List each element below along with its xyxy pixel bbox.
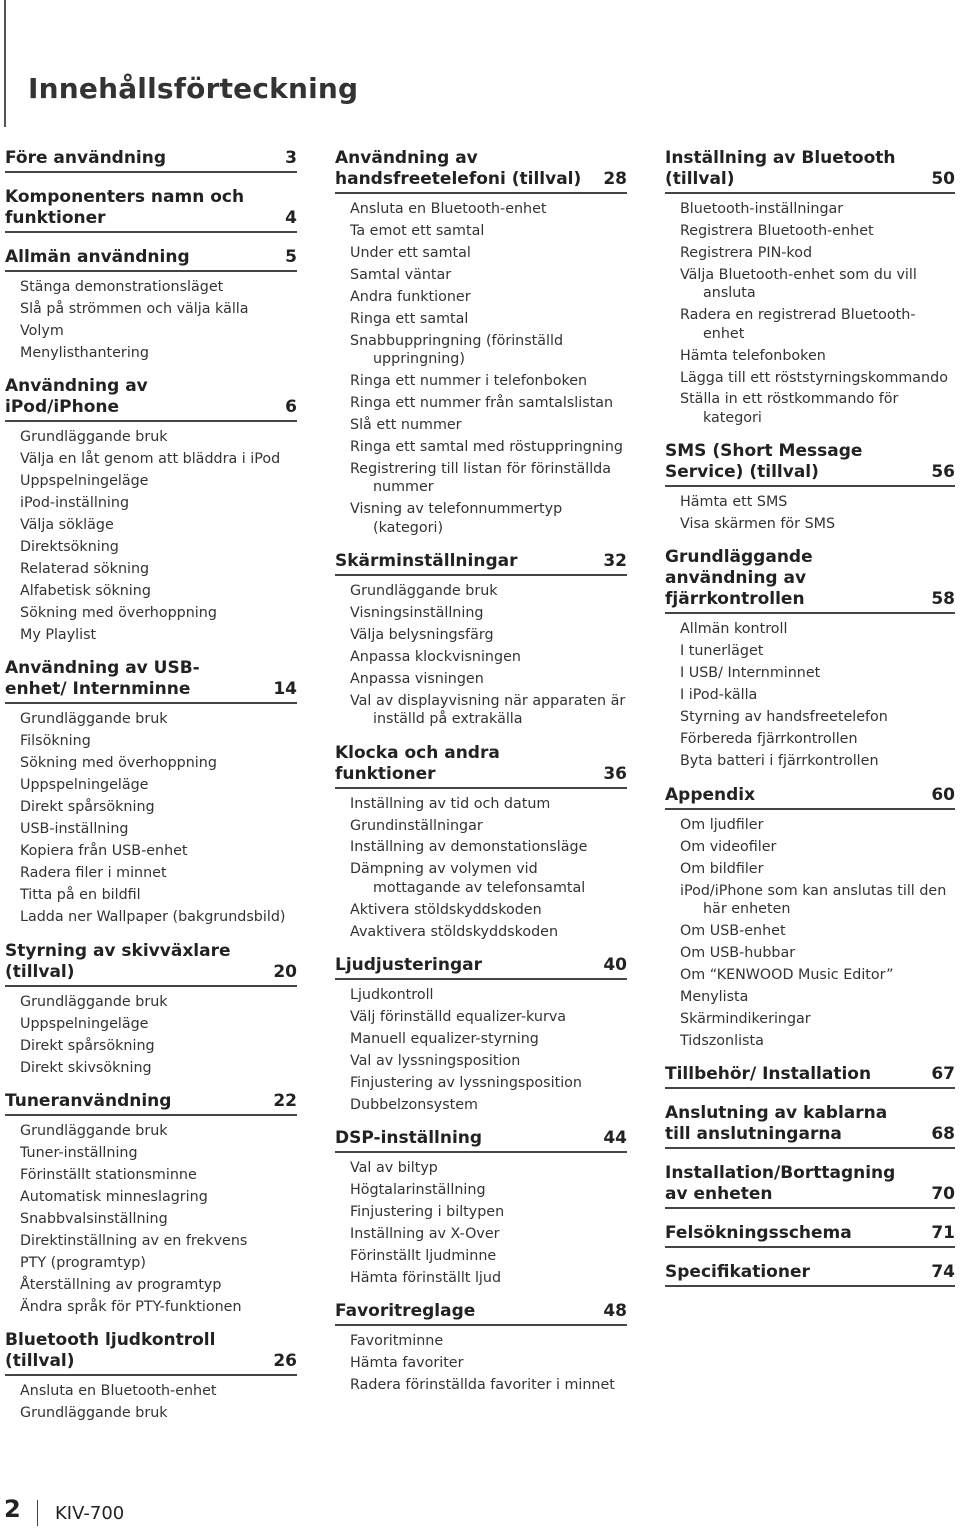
toc-subsection-item[interactable]: Tuner-inställning xyxy=(20,1144,138,1161)
toc-subsection-item[interactable]: Ringa ett samtal med röstuppringning xyxy=(350,439,623,456)
toc-subsection-item[interactable]: Välj förinställd equalizer-kurva xyxy=(350,1009,567,1026)
footer-page-number: 2 xyxy=(4,1495,21,1523)
toc-subsection-item[interactable]: Högtalarinställning xyxy=(350,1182,486,1199)
toc-section-heading[interactable] xyxy=(665,1064,955,1089)
toc-section-heading[interactable] xyxy=(665,1223,955,1248)
toc-subsection-item[interactable]: Grundläggande bruk xyxy=(20,993,168,1010)
toc-subsection-list xyxy=(5,1122,297,1316)
toc-section xyxy=(665,1262,955,1287)
toc-subsection-item[interactable]: Ringa ett samtal xyxy=(350,310,469,327)
toc-subsection-item[interactable]: Hämta favoriter xyxy=(350,1355,464,1372)
toc-subsection-list xyxy=(5,278,297,362)
toc-section xyxy=(665,1064,955,1089)
toc-subsection-item[interactable]: Registrera PIN-kod xyxy=(680,244,813,261)
toc-subsection-item[interactable]: Visa skärmen för SMS xyxy=(680,516,836,533)
toc-section xyxy=(335,1128,627,1287)
toc-subsection-item[interactable]: Volym xyxy=(20,322,64,339)
toc-section-title: SMS (Short Message Service) (tillval) xyxy=(665,441,863,483)
toc-subsection-item[interactable]: Automatisk minneslagring xyxy=(20,1188,208,1205)
toc-subsection-item[interactable]: Val av displayvisning när apparaten är inställd på extrakälla xyxy=(350,692,626,728)
toc-subsection-item[interactable]: Ringa ett nummer i telefonboken xyxy=(350,373,588,390)
toc-subsection-item[interactable]: Skärmindikeringar xyxy=(680,1010,811,1027)
toc-subsection-item[interactable]: Stänga demonstrationsläget xyxy=(20,279,224,295)
toc-subsection-item[interactable]: Byta batteri i fjärrkontrollen xyxy=(680,753,879,770)
toc-subsection-item[interactable]: Visning av telefonnummertyp (kategori) xyxy=(350,501,563,536)
toc-section-heading[interactable] xyxy=(5,376,297,422)
toc-subsection-list xyxy=(335,582,627,729)
toc-subsection-item[interactable]: Titta på en bildfil xyxy=(20,887,141,904)
toc-subsection-item[interactable]: Om “KENWOOD Music Editor” xyxy=(680,966,894,983)
toc-subsection-item[interactable]: Hämta ett SMS xyxy=(680,494,788,511)
toc-page-number: 44 xyxy=(603,1128,627,1149)
toc-subsection-item[interactable]: Lägga till ett röststyrningskommando xyxy=(680,369,948,386)
toc-subsection-item[interactable]: Välja belysningsfärg xyxy=(350,626,494,643)
toc-subsection-list xyxy=(665,493,955,533)
toc-section-title: Appendix xyxy=(665,784,756,805)
toc-subsection-item[interactable]: Samtal väntar xyxy=(350,266,452,283)
toc-section-title: Favoritreglage xyxy=(335,1301,476,1322)
toc-section-title: Grundläggande användning av fjärrkontrollen xyxy=(665,547,813,610)
toc-page-number: 56 xyxy=(931,462,955,483)
toc-subsection-item[interactable]: Inställning av demonstationsläge xyxy=(350,839,588,856)
toc-subsection-item[interactable]: Sökning med överhoppning xyxy=(20,755,217,772)
toc-subsection-item[interactable]: Dubbelzonsystem xyxy=(350,1096,478,1113)
toc-subsection-item[interactable]: I tunerläget xyxy=(680,643,764,660)
toc-section-title: Användning av iPod/iPhone xyxy=(5,376,148,418)
toc-subsection-item[interactable]: Snabbuppringning (förinställd uppringning) xyxy=(350,332,564,368)
toc-section-heading[interactable] xyxy=(5,187,297,233)
toc-subsection-item[interactable]: PTY (programtyp) xyxy=(20,1254,146,1271)
toc-subsection-item[interactable]: Allmän kontroll xyxy=(680,621,788,638)
toc-page-number: 32 xyxy=(603,551,627,571)
toc-section-heading[interactable] xyxy=(665,785,955,810)
toc-subsection-item[interactable]: I iPod-källa xyxy=(680,687,758,704)
footer-model: KIV-700 xyxy=(55,1503,125,1524)
toc-page-number: 74 xyxy=(931,1262,955,1283)
toc-subsection-item[interactable]: Finjustering i biltypen xyxy=(350,1204,505,1221)
toc-page-number: 28 xyxy=(603,169,627,189)
toc-subsection-item[interactable]: Finjustering av lyssningsposition xyxy=(350,1074,582,1091)
toc-section xyxy=(5,941,297,1077)
toc-section-title: Inställning av Bluetooth (tillval) xyxy=(665,148,896,189)
toc-column-3 xyxy=(665,148,955,1301)
toc-section xyxy=(5,1330,297,1422)
toc-subsection-item[interactable]: Uppspelningeläge xyxy=(20,473,149,490)
toc-page-number: 68 xyxy=(931,1124,955,1145)
toc-section-title: Bluetooth ljudkontroll (tillval) xyxy=(5,1329,216,1371)
toc-section-title: Allmän användning xyxy=(5,247,190,267)
footer-divider xyxy=(37,1500,38,1526)
toc-page-number: 20 xyxy=(273,961,297,982)
toc-subsection-item[interactable]: Andra funktioner xyxy=(350,288,471,305)
toc-subsection-list xyxy=(665,620,955,770)
toc-section-title: Installation/Borttagning av enheten xyxy=(665,1163,896,1205)
toc-subsection-item[interactable]: Om videofiler xyxy=(680,838,777,855)
toc-section-title: Användning av USB-enhet/ Internminne xyxy=(5,658,200,700)
toc-subsection-item[interactable]: Radera förinställda favoriter i minnet xyxy=(350,1377,615,1394)
toc-section xyxy=(335,1301,627,1394)
toc-section xyxy=(335,148,627,537)
toc-subsection-item[interactable]: Ställa in ett röstkommando för kategori xyxy=(680,391,899,426)
toc-subsection-item[interactable]: Under ett samtal xyxy=(350,244,471,261)
toc-subsection-item[interactable]: Uppspelningeläge xyxy=(20,1015,149,1032)
toc-subsection-item[interactable]: Om bildfiler xyxy=(680,860,764,877)
toc-subsection-item[interactable]: Återställning av programtyp xyxy=(20,1276,222,1293)
toc-subsection-item[interactable]: Hämta telefonboken xyxy=(680,347,826,364)
toc-section-heading[interactable] xyxy=(335,551,627,576)
toc-subsection-item[interactable]: Grundinställningar xyxy=(350,817,483,834)
toc-page-number: 5 xyxy=(285,247,297,267)
toc-subsection-item[interactable]: Aktivera stöldskyddskoden xyxy=(350,901,542,918)
toc-subsection-item[interactable]: Val av lyssningsposition xyxy=(350,1052,521,1069)
toc-section-heading[interactable] xyxy=(665,547,955,614)
toc-page-number: 3 xyxy=(285,148,297,168)
toc-page-number: 58 xyxy=(931,589,955,610)
toc-section xyxy=(5,376,297,644)
toc-subsection-item[interactable]: Inställning av X-Over xyxy=(350,1226,500,1243)
toc-section-heading[interactable] xyxy=(5,658,297,704)
toc-subsection-item[interactable]: Ringa ett nummer från samtalslistan xyxy=(350,395,614,412)
toc-section-heading[interactable] xyxy=(5,148,297,173)
toc-section xyxy=(665,1103,955,1149)
toc-page-number: 36 xyxy=(603,763,627,784)
toc-subsection-item[interactable]: Ljudkontroll xyxy=(350,987,434,1004)
toc-subsection-list xyxy=(665,816,955,1050)
toc-section-title: Tillbehör/ Installation xyxy=(665,1064,872,1085)
toc-subsection-item[interactable]: Välja en låt genom att bläddra i iPod xyxy=(20,451,281,468)
toc-page-number: 14 xyxy=(273,679,297,700)
toc-page-number: 71 xyxy=(931,1223,955,1244)
toc-section xyxy=(335,743,627,942)
toc-subsection-item[interactable]: My Playlist xyxy=(20,627,97,644)
toc-subsection-item[interactable]: iPod/iPhone som kan anslutas till den här enheten xyxy=(680,882,947,917)
toc-subsection-item[interactable]: Välja Bluetooth-enhet som du vill ansluta xyxy=(680,266,917,302)
toc-subsection-item[interactable]: Alfabetisk sökning xyxy=(20,583,151,600)
toc-section-heading[interactable] xyxy=(665,441,955,487)
toc-page-number: 4 xyxy=(285,208,297,228)
toc-subsection-item[interactable]: Välja sökläge xyxy=(20,517,114,534)
toc-subsection-item[interactable]: Förinställt stationsminne xyxy=(20,1166,197,1183)
toc-section-title: Tuneranvändning xyxy=(5,1090,172,1111)
toc-subsection-item[interactable]: Kopiera från USB-enhet xyxy=(20,843,188,860)
toc-subsection-item[interactable]: Tidszonlista xyxy=(680,1032,764,1049)
toc-subsection-item[interactable]: Direktsökning xyxy=(20,539,119,556)
toc-section-title: Före användning xyxy=(5,148,167,168)
toc-subsection-item[interactable]: Uppspelningeläge xyxy=(20,777,149,794)
toc-subsection-item[interactable]: Direkt spårsökning xyxy=(20,799,155,816)
toc-subsection-item[interactable]: Anpassa klockvisningen xyxy=(350,648,521,665)
toc-subsection-item[interactable]: Sökning med överhoppning xyxy=(20,605,217,622)
toc-subsection-item[interactable]: Direktinställning av en frekvens xyxy=(20,1232,248,1249)
toc-subsection-item[interactable]: Menylisthantering xyxy=(20,344,149,361)
toc-subsection-item[interactable]: Ansluta en Bluetooth-enhet xyxy=(20,1382,217,1399)
toc-section xyxy=(665,148,955,427)
toc-subsection-item[interactable]: Visningsinställning xyxy=(350,604,484,621)
toc-subsection-item[interactable]: Förinställt ljudminne xyxy=(350,1248,497,1265)
toc-subsection-item[interactable]: Grundläggande bruk xyxy=(20,429,168,446)
toc-page-number: 26 xyxy=(273,1350,297,1371)
toc-subsection-item[interactable]: Ta emot ett samtal xyxy=(350,222,485,239)
toc-subsection-list xyxy=(5,428,297,644)
toc-subsection-item[interactable]: iPod-inställning xyxy=(20,495,130,512)
toc-page-number: 60 xyxy=(931,784,955,805)
toc-subsection-item[interactable]: Styrning av handsfreetelefon xyxy=(680,709,888,726)
toc-subsection-item[interactable]: Registrering till listan för förinställda nummer xyxy=(350,461,612,496)
toc-section-title: Komponenters namn och funktioner xyxy=(5,187,245,228)
toc-section-heading[interactable] xyxy=(665,148,955,194)
toc-subsection-item[interactable]: Menylista xyxy=(680,988,749,1005)
toc-section xyxy=(665,547,955,770)
toc-section-heading[interactable] xyxy=(665,1163,955,1209)
toc-section-title: Skärminställningar xyxy=(335,551,518,571)
toc-page-number: 40 xyxy=(603,955,627,976)
toc-subsection-item[interactable]: Bluetooth-inställningar xyxy=(680,201,844,217)
toc-subsection-item[interactable]: Grundläggande bruk xyxy=(20,1122,168,1139)
toc-section-title: Styrning av skivväxlare (tillval) xyxy=(5,940,231,982)
toc-section xyxy=(5,658,297,926)
toc-subsection-item[interactable]: Slå ett nummer xyxy=(350,417,462,434)
toc-subsection-item[interactable]: Grundläggande bruk xyxy=(20,711,168,728)
toc-section-title: Klocka och andra funktioner xyxy=(335,742,500,784)
toc-subsection-item[interactable]: Favoritminne xyxy=(350,1333,444,1350)
toc-section xyxy=(665,441,955,533)
toc-page-number: 6 xyxy=(285,397,297,418)
toc-subsection-item[interactable]: Radera en registrerad Bluetooth-enhet xyxy=(680,307,916,342)
toc-subsection-item[interactable]: Grundläggande bruk xyxy=(20,1404,168,1421)
toc-section-heading[interactable] xyxy=(665,1262,955,1287)
toc-subsection-list xyxy=(335,795,627,942)
toc-subsection-item[interactable]: Manuell equalizer-styrning xyxy=(350,1031,539,1047)
toc-subsection-item[interactable]: Om ljudfiler xyxy=(680,816,764,833)
toc-section xyxy=(335,955,627,1114)
toc-section-title: Ljudjusteringar xyxy=(335,955,482,976)
toc-subsection-item[interactable]: Inställning av tid och datum xyxy=(350,795,551,812)
toc-section xyxy=(665,1163,955,1209)
toc-subsection-item[interactable]: Direkt spårsökning xyxy=(20,1037,155,1054)
toc-section-heading[interactable] xyxy=(335,955,627,980)
toc-subsection-list xyxy=(5,710,297,926)
toc-subsection-item[interactable]: USB-inställning xyxy=(20,821,129,838)
toc-subsection-item[interactable]: Om USB-enhet xyxy=(680,922,786,939)
toc-section-heading[interactable] xyxy=(5,941,297,987)
toc-subsection-item[interactable]: Snabbvalsinställning xyxy=(20,1210,168,1227)
toc-section-heading[interactable] xyxy=(5,1091,297,1116)
toc-subsection-item[interactable]: Filsökning xyxy=(20,733,91,750)
toc-column-2 xyxy=(335,148,627,1409)
toc-subsection-list xyxy=(665,200,955,427)
toc-section xyxy=(665,1223,955,1248)
toc-section-heading[interactable] xyxy=(5,1330,297,1376)
toc-subsection-item[interactable]: Om USB-hubbar xyxy=(680,944,796,961)
toc-column-1 xyxy=(5,148,297,1436)
toc-section-heading[interactable] xyxy=(5,247,297,272)
toc-subsection-item[interactable]: Radera filer i minnet xyxy=(20,865,167,882)
toc-section xyxy=(5,148,297,173)
toc-subsection-item[interactable]: Ansluta en Bluetooth-enhet xyxy=(350,201,547,217)
toc-section-heading[interactable] xyxy=(665,1103,955,1149)
toc-subsection-list xyxy=(5,993,297,1077)
toc-page-number: 70 xyxy=(931,1184,955,1205)
toc-section xyxy=(5,187,297,233)
toc-section-heading[interactable] xyxy=(335,743,627,789)
toc-subsection-list xyxy=(335,1159,627,1287)
toc-subsection-list xyxy=(335,200,627,537)
toc-subsection-list xyxy=(5,1382,297,1422)
toc-subsection-item[interactable]: Val av biltyp xyxy=(350,1160,438,1177)
toc-section-title: Specifikationer xyxy=(665,1262,810,1283)
toc-section xyxy=(665,785,955,1050)
toc-section-title: Felsökningsschema xyxy=(665,1223,852,1244)
toc-page-number: 50 xyxy=(931,169,955,189)
toc-section-title: Anslutning av kablarna till anslutningarna xyxy=(665,1103,888,1145)
toc-page-number: 22 xyxy=(273,1090,297,1111)
toc-section-heading[interactable] xyxy=(335,1128,627,1153)
toc-subsection-list xyxy=(335,986,627,1114)
toc-subsection-item[interactable]: Förbereda fjärrkontrollen xyxy=(680,731,858,748)
toc-section-heading[interactable] xyxy=(335,148,627,194)
toc-subsection-list xyxy=(335,1332,627,1394)
toc-section xyxy=(5,247,297,362)
page-title: Innehållsförteckning xyxy=(28,72,359,105)
toc-subsection-item[interactable]: Slå på strömmen och välja källa xyxy=(20,300,249,317)
toc-subsection-item[interactable]: I USB/ Internminnet xyxy=(680,665,821,682)
toc-section-heading[interactable] xyxy=(335,1301,627,1326)
toc-page-number: 48 xyxy=(603,1301,627,1322)
toc-subsection-item[interactable]: Ändra språk för PTY-funktionen xyxy=(20,1298,242,1315)
toc-subsection-item[interactable]: Grundläggande bruk xyxy=(350,583,498,599)
toc-subsection-item[interactable]: Dämpning av volymen vid mottagande av telefonsamtal xyxy=(350,861,586,896)
toc-section xyxy=(335,551,627,729)
toc-subsection-item[interactable]: Direkt skivsökning xyxy=(20,1059,152,1076)
toc-subsection-item[interactable]: Hämta förinställt ljud xyxy=(350,1270,502,1287)
toc-subsection-item[interactable]: Anpassa visningen xyxy=(350,670,484,687)
toc-page-number: 67 xyxy=(931,1064,955,1085)
toc-subsection-item[interactable]: Registrera Bluetooth-enhet xyxy=(680,222,874,239)
toc-subsection-item[interactable]: Ladda ner Wallpaper (bakgrundsbild) xyxy=(20,909,286,926)
toc-section xyxy=(5,1091,297,1316)
margin-rule xyxy=(4,0,6,127)
toc-section-title: Användning av handsfreetelefoni (tillval) xyxy=(335,148,582,189)
toc-subsection-item[interactable]: Avaktivera stöldskyddskoden xyxy=(350,923,559,940)
toc-subsection-item[interactable]: Relaterad sökning xyxy=(20,561,150,578)
toc-section-title: DSP-inställning xyxy=(335,1128,483,1149)
